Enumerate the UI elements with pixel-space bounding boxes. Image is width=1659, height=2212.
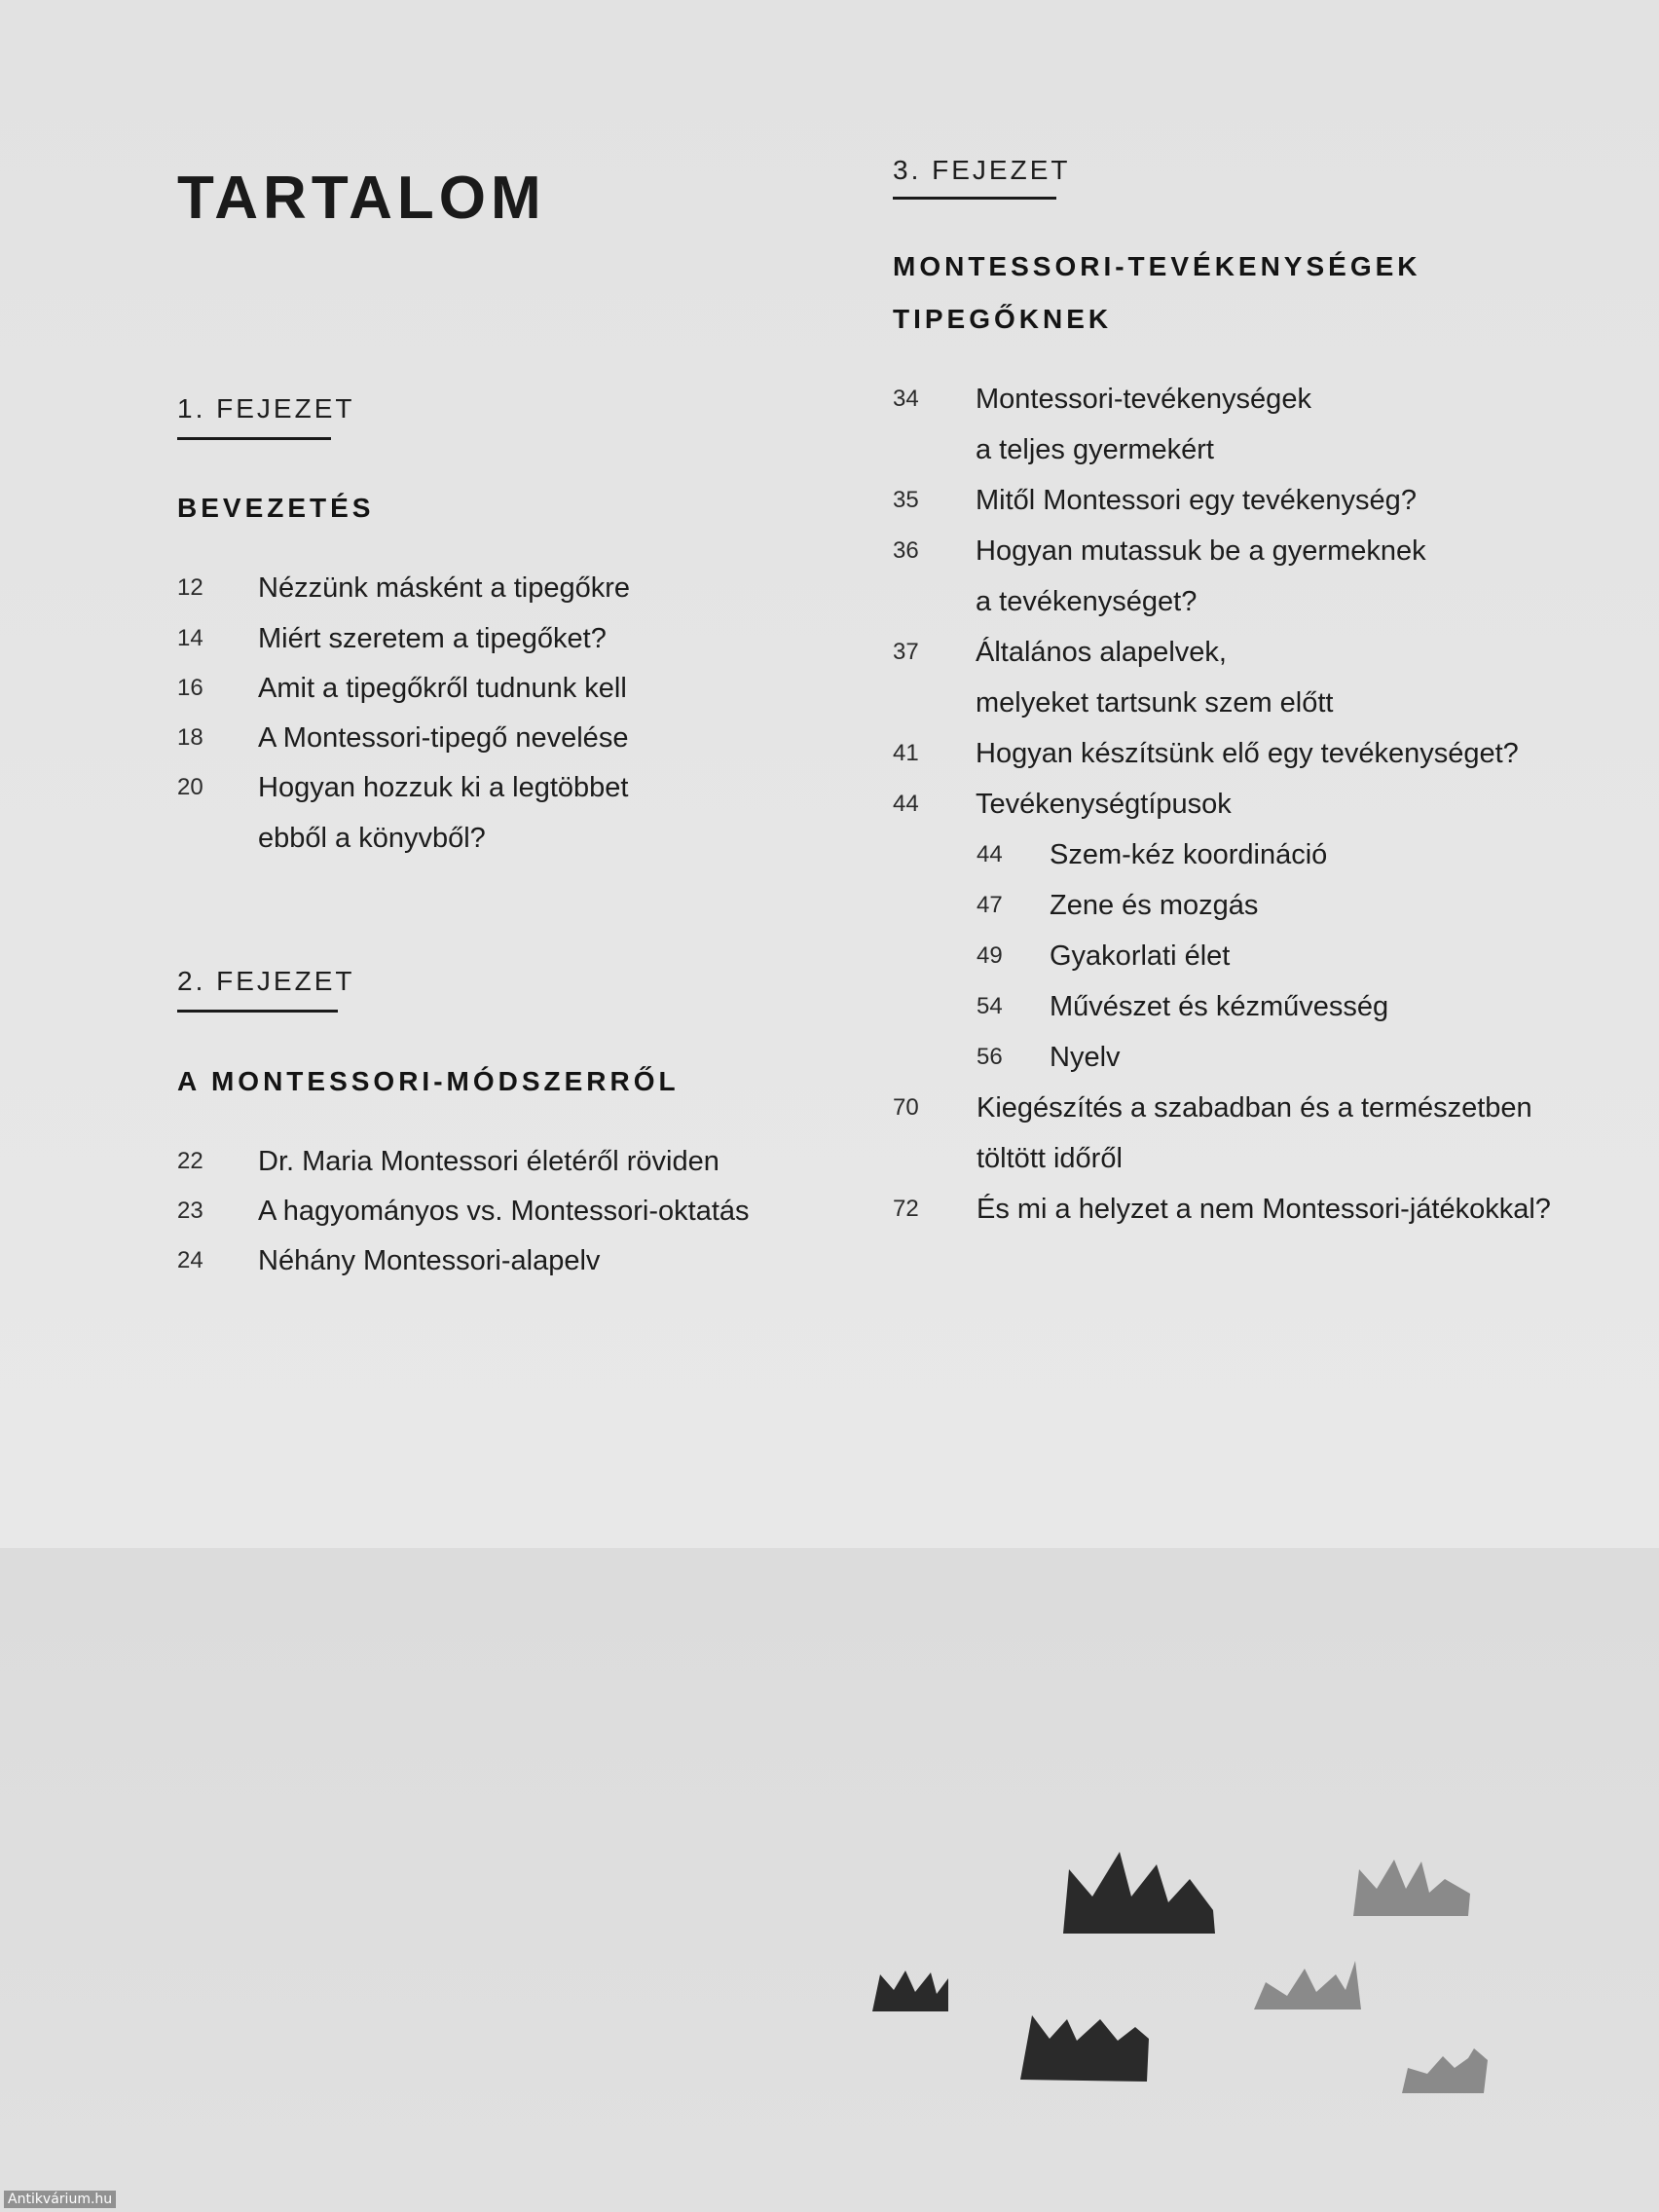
toc-entry-title-cont: töltött időről [977, 1143, 1123, 1174]
toc-entry-page: 35 [893, 487, 919, 513]
chapter-1-heading: BEVEZETÉS [177, 493, 375, 523]
toc-entry-title: Gyakorlati élet [1050, 940, 1231, 972]
toc-entry-title: Montessori-tevékenységek [976, 384, 1311, 415]
toc-entry-page: 23 [177, 1198, 203, 1224]
crown-shape-small-dark [872, 1971, 948, 2011]
toc-entry-title: Miért szeretem a tipegőket? [258, 623, 607, 654]
toc-entry-page: 22 [177, 1148, 203, 1174]
toc-entry-title-cont: ebből a könyvből? [258, 823, 486, 854]
toc-entry-title: Néhány Montessori-alapelv [258, 1245, 601, 1276]
toc-entry-title: Általános alapelvek, [976, 637, 1227, 668]
chapter-3-heading: MONTESSORI-TEVÉKENYSÉGEK [893, 251, 1421, 281]
toc-entry-title-cont: a tevékenységet? [976, 586, 1198, 617]
toc-entry-page: 49 [977, 942, 1003, 969]
crown-shape-large-dark [1063, 1852, 1215, 1934]
toc-entry-title: Dr. Maria Montessori életéről röviden [258, 1146, 719, 1177]
toc-entry-title: Nézzünk másként a tipegőkre [258, 572, 631, 604]
toc-entry-page: 54 [977, 993, 1003, 1019]
toc-entry-page: 72 [893, 1196, 919, 1222]
chapter-3-heading-cont: TIPEGŐKNEK [893, 304, 1113, 334]
crown-shape-grey-bottom [1402, 2048, 1488, 2093]
toc-entry-title: Hogyan hozzuk ki a legtöbbet [258, 772, 629, 803]
toc-entry-page: 24 [177, 1247, 203, 1273]
crown-shape-grey-right [1353, 1860, 1470, 1916]
crown-shape-dark-bottom [1020, 2015, 1149, 2082]
crown-shape-grey-middle [1254, 1961, 1361, 2009]
toc-entry-page: 34 [893, 386, 919, 412]
toc-entry-page: 18 [177, 724, 203, 751]
toc-entry-page: 16 [177, 675, 203, 701]
toc-entry-page: 44 [893, 791, 919, 817]
watermark: Antikvárium.hu [4, 2191, 116, 2208]
toc-entry-title: A Montessori-tipegő nevelése [258, 722, 629, 754]
chapter-1-label: 1. FEJEZET [177, 393, 355, 424]
toc-entry-page: 56 [977, 1044, 1003, 1070]
toc-entry-page: 47 [977, 892, 1003, 918]
toc-entry-page: 20 [177, 774, 203, 800]
toc-entry-title: Művészet és kézművesség [1050, 991, 1389, 1022]
toc-entry-title-cont: a teljes gyermekért [976, 434, 1214, 465]
toc-entry-title-cont: melyeket tartsunk szem előtt [976, 687, 1334, 719]
toc-entry-page: 44 [977, 841, 1003, 867]
chapter-2-label: 2. FEJEZET [177, 966, 355, 996]
toc-entry-page: 70 [893, 1094, 919, 1121]
page-title: TARTALOM [177, 165, 546, 232]
toc-entry-title: És mi a helyzet a nem Montessori-játékokkal? [977, 1194, 1551, 1225]
toc-entry-title: Kiegészítés a szabadban és a természetben [977, 1092, 1532, 1124]
toc-entry-page: 37 [893, 639, 919, 665]
toc-entry-title: A hagyományos vs. Montessori-oktatás [258, 1196, 750, 1227]
chapter-3-label: 3. FEJEZET [893, 155, 1071, 185]
chapter-2-heading: A MONTESSORI-MÓDSZERRŐL [177, 1066, 680, 1096]
toc-entry-page: 36 [893, 537, 919, 564]
toc-entry-title: Amit a tipegőkről tudnunk kell [258, 673, 627, 704]
toc-entry-title: Tevékenységtípusok [976, 789, 1232, 820]
toc-entry-title: Nyelv [1050, 1042, 1121, 1073]
toc-entry-title: Hogyan mutassuk be a gyermeknek [976, 535, 1426, 567]
toc-entry-title: Zene és mozgás [1050, 890, 1259, 921]
toc-entry-title: Szem-kéz koordináció [1050, 839, 1328, 870]
toc-entry-page: 14 [177, 625, 203, 651]
toc-entry-title: Mitől Montessori egy tevékenység? [976, 485, 1417, 516]
toc-entry-title: Hogyan készítsünk elő egy tevékenységet? [976, 738, 1519, 769]
toc-entry-page: 12 [177, 574, 203, 601]
toc-entry-page: 41 [893, 740, 919, 766]
